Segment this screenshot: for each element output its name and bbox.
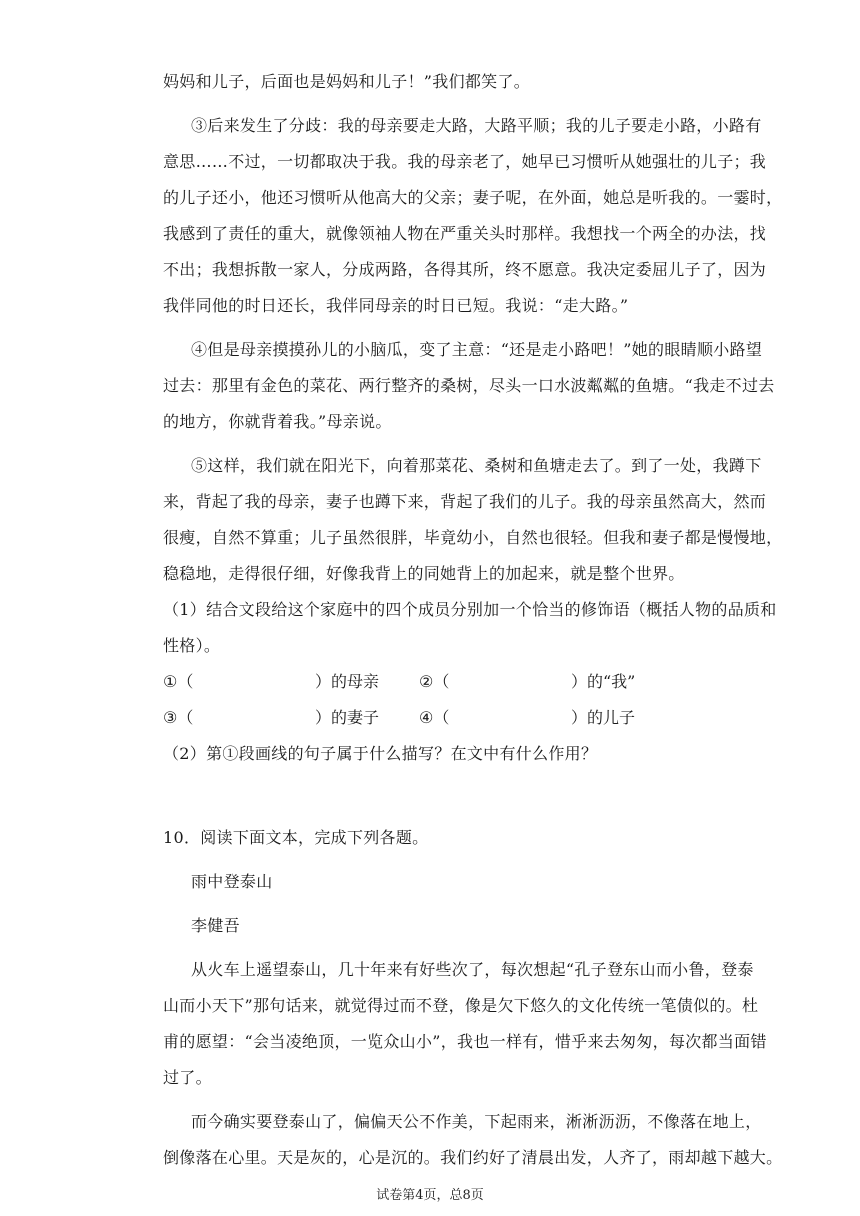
- passage-line: 妈妈和儿子，后面也是妈妈和儿子！”我们都笑了。: [163, 72, 531, 91]
- passage-line: 我感到了责任的重大，就像领袖人物在严重关头时那样。我想找一个两全的办法，找: [163, 224, 767, 243]
- passage-line: 稳稳地，走得很仔细，好像我背上的同她背上的加起来，就是整个世界。: [163, 564, 685, 583]
- question-1-text: 性格）。: [163, 636, 221, 655]
- blank-1-close: ）的母亲: [315, 672, 380, 691]
- article-line: 倒像落在心里。天是灰的，心是沉的。我们约好了清晨出发，人齐了，雨却越下越大。: [163, 1148, 783, 1167]
- page-footer: 试卷第4页，总8页: [376, 1188, 484, 1203]
- passage-line: 意思……不过，一切都取决于我。我的母亲老了，她早已习惯听从她强壮的儿子；我: [163, 152, 767, 171]
- question-1-text: （1）结合文段给这个家庭中的四个成员分别加一个恰当的修饰语（概括人物的品质和: [163, 600, 777, 619]
- question-2-text: （2）第①段画线的句子属于什么描写？在文中有什么作用？: [163, 744, 598, 763]
- blank-2-open: ②（: [419, 672, 450, 691]
- article-line: 从火车上遥望泰山，几十年来有好些次了，每次想起“孔子登东山而小鲁，登泰: [191, 960, 754, 979]
- blank-4-close: ）的儿子: [571, 708, 636, 727]
- article-line: 山而小天下”那句话来，就觉得过而不登，像是欠下悠久的文化传统一笔债似的。杜: [163, 996, 759, 1015]
- article-line: 而今确实要登泰山了，偏偏天公不作美，下起雨来，淅淅沥沥，不像落在地上，: [191, 1112, 762, 1131]
- blank-3-open: ③（: [163, 708, 194, 727]
- passage-line: 的儿子还小，他还习惯听从他高大的父亲；妻子呢，在外面，她总是听我的。一霎时，: [163, 188, 783, 207]
- passage-line: ④但是母亲摸摸孙儿的小脑瓜，变了主意：“还是走小路吧！”她的眼睛顺小路望: [191, 340, 763, 359]
- passage-line: 我伴同他的时日还长，我伴同母亲的时日已短。我说：“走大路。”: [163, 296, 629, 315]
- passage-line: 不出；我想拆散一家人，分成两路，各得其所，终不愿意。我决定委屈儿子了，因为: [163, 260, 767, 279]
- blank-1-open: ①（: [163, 672, 194, 691]
- passage-line: 的地方，你就背着我。”母亲说。: [163, 412, 392, 431]
- article-line: 甫的愿望：“会当凌绝顶，一览众山小”，我也一样有，惜乎来去匆匆，每次都当面错: [163, 1032, 767, 1051]
- passage-line: ⑤这样，我们就在阳光下，向着那菜花、桑树和鱼塘走去了。到了一处，我蹲下: [191, 456, 762, 475]
- passage-line: ③后来发生了分歧：我的母亲要走大路，大路平顺；我的儿子要走小路，小路有: [191, 116, 762, 135]
- article-title: 雨中登泰山: [191, 872, 273, 891]
- article-line: 过了。: [163, 1068, 212, 1087]
- passage-line: 过去：那里有金色的菜花、两行整齐的桑树，尽头一口水波粼粼的鱼塘。“我走不过去: [163, 376, 775, 395]
- blank-3-close: ）的妻子: [315, 708, 380, 727]
- blank-2-close: ）的“我”: [571, 672, 636, 691]
- passage-line: 来，背起了我的母亲，妻子也蹲下来，背起了我们的儿子。我的母亲虽然高大，然而: [163, 492, 767, 511]
- question-10-intro: 10．阅读下面文本，完成下列各题。: [163, 828, 429, 847]
- passage-line: 很瘦，自然不算重；儿子虽然很胖，毕竟幼小，自然也很轻。但我和妻子都是慢慢地，: [163, 528, 783, 547]
- article-author: 李健吾: [191, 916, 240, 935]
- blank-4-open: ④（: [419, 708, 450, 727]
